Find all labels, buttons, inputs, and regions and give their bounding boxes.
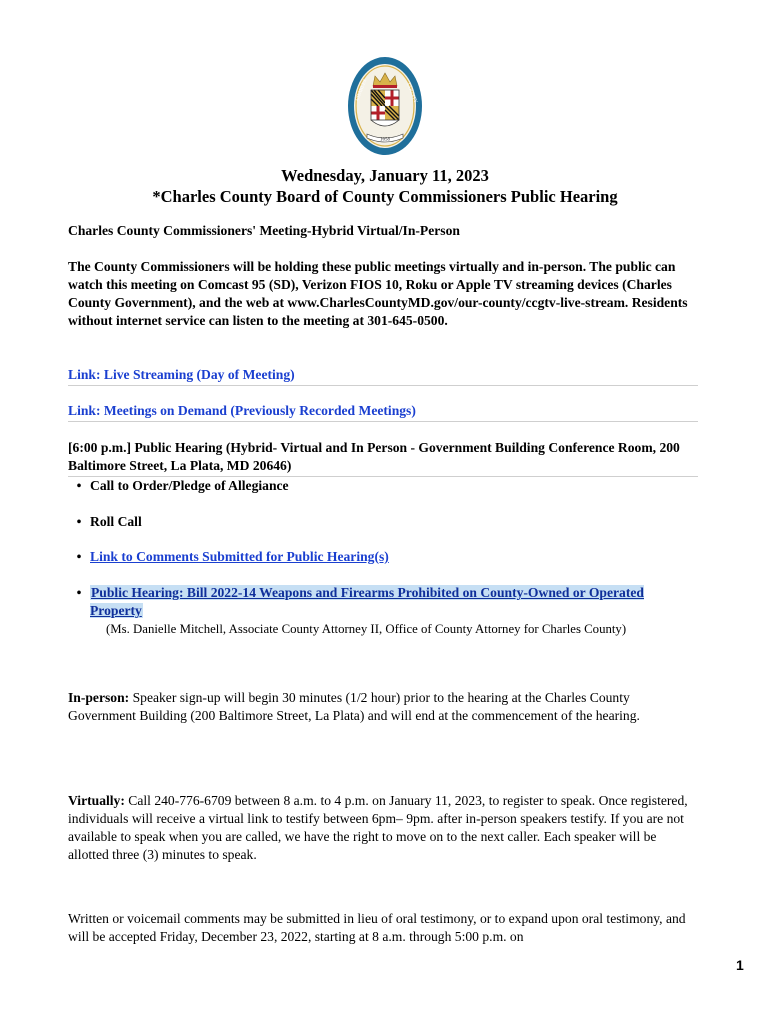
meetings-on-demand-link[interactable]: Link: Meetings on Demand (Previously Recorded Meetings)	[68, 402, 698, 422]
bullet-icon: •	[76, 585, 82, 600]
in-person-label: In-person:	[68, 690, 130, 705]
meeting-date: Wednesday, January 11, 2023	[281, 166, 489, 185]
svg-text:1658: 1658	[380, 137, 390, 143]
in-person-text: Speaker sign-up will begin 30 minutes (1/2 hour) prior to the hearing at the Charles County Government Building (200 Baltimore Street, La Plata) and will end at the commencement of the hearing.	[68, 690, 640, 723]
presenter-note: (Ms. Danielle Mitchell, Associate County Attorney II, Office of County Attorney for Charles County)	[106, 622, 627, 636]
virtual-label: Virtually:	[68, 793, 125, 808]
meeting-title: *Charles County Board of County Commissioners Public Hearing	[152, 187, 618, 206]
agenda-item-call-to-order	[76, 477, 670, 495]
agenda-item-public-hearing	[76, 584, 670, 620]
svg-text:COUNTY: COUNTY	[405, 82, 418, 105]
virtual-paragraph	[68, 792, 700, 864]
public-hearing-bill-link[interactable]: Public Hearing: Bill 2022-14 Weapons and Firearms Prohibited on County-Owned or Operated Property	[90, 585, 644, 618]
agenda-item-label: Call to Order/Pledge of Allegiance	[90, 478, 289, 493]
agenda-item-roll-call	[76, 513, 670, 531]
page-number: 1	[736, 957, 744, 973]
meeting-subheading: Charles County Commissioners' Meeting-Hybrid Virtual/In-Person	[68, 223, 460, 238]
county-seal-logo	[347, 56, 423, 156]
bullet-icon: •	[76, 478, 82, 493]
bullet-icon: •	[76, 514, 82, 529]
written-comments-paragraph: Written or voicemail comments may be submitted in lieu of oral testimony, or to expand upon oral testimony, and will be accepted Friday, December 23, 2022, starting at 8 a.m. through 5:00 p.m. on	[68, 911, 686, 944]
live-streaming-link[interactable]: Link: Live Streaming (Day of Meeting)	[68, 366, 698, 386]
svg-text:CHARLES: CHARLES	[355, 78, 369, 102]
comments-link[interactable]: Link to Comments Submitted for Public Hearing(s)	[90, 549, 389, 564]
in-person-paragraph	[68, 689, 700, 725]
agenda-item-label: Roll Call	[90, 514, 142, 529]
agenda-item-comments	[76, 548, 670, 566]
bullet-icon: •	[76, 549, 82, 564]
virtual-text: Call 240-776-6709 between 8 a.m. to 4 p.m. on January 11, 2023, to register to speak. Once registered, individuals will receive a virtual link to testify between 6pm– 9pm. after in-person speakers testify. If you are not available to speak when you are called, we have the right to move on to the next caller. Each speaker will be allotted three (3) minutes to speak.	[68, 793, 688, 862]
hearing-heading: [6:00 p.m.] Public Hearing (Hybrid- Virtual and In Person - Government Building Conference Room, 200 Baltimore Street, La Plata, MD 20646)	[68, 439, 698, 477]
intro-paragraph: The County Commissioners will be holding these public meetings virtually and in-person. The public can watch this meeting on Comcast 95 (SD), Verizon FIOS 10, Roku or Apple TV streaming devices (Charles County Government), and the web at www.CharlesCountyMD.gov/our-county/ccgtv-live-stream. Residents without internet service can listen to the meeting at 301-645-0500.	[68, 259, 688, 328]
